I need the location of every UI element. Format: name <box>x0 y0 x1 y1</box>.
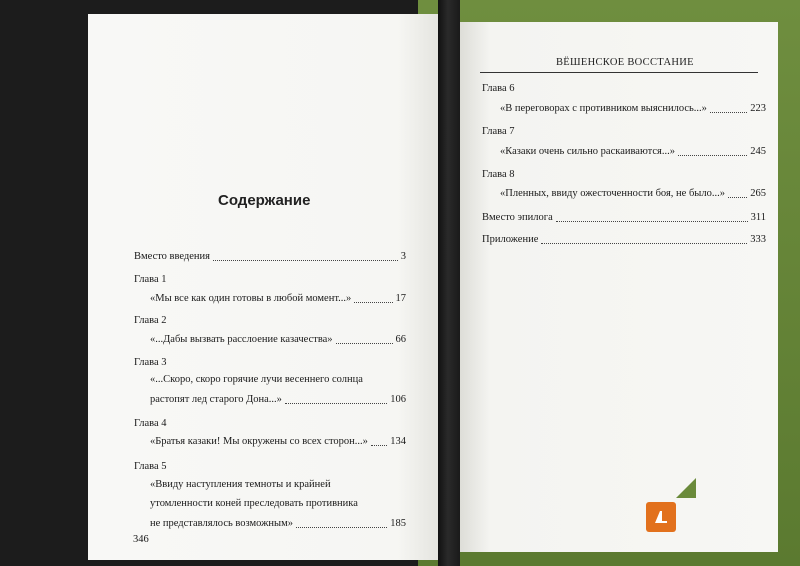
entry-page: 185 <box>390 518 406 529</box>
page-fold-corner <box>676 478 696 498</box>
entry-page: 3 <box>400 251 406 262</box>
chapter-label: Глава 5 <box>134 461 167 472</box>
toc-chapter <box>482 125 515 139</box>
toc-chapter <box>134 314 167 328</box>
toc-chapter <box>134 417 167 431</box>
chapter-label: Глава 3 <box>134 357 167 368</box>
labirint-logo-icon <box>646 502 676 532</box>
page-number: 346 <box>133 534 149 545</box>
entry-title: Приложение <box>482 234 539 245</box>
chapter-label: Глава 7 <box>482 126 515 137</box>
leader-dots <box>285 389 387 404</box>
entry-title: растопят лед старого Дона...» <box>150 394 282 405</box>
entry-page: 66 <box>395 334 406 345</box>
toc-chapter <box>134 273 167 287</box>
toc-entry <box>150 392 406 407</box>
entry-title: «...Дабы вызвать расслоение казачества» <box>150 334 333 345</box>
entry-title: Вместо эпилога <box>482 212 553 223</box>
toc-entry <box>482 232 766 247</box>
leader-dots <box>541 229 747 244</box>
toc-entry <box>500 101 766 116</box>
entry-title: Вместо введения <box>134 251 211 262</box>
entry-page: 311 <box>750 212 766 223</box>
toc-entry <box>500 144 766 159</box>
chapter-label: Глава 4 <box>134 418 167 429</box>
entry-page: 333 <box>750 234 766 245</box>
entry-page: 265 <box>750 188 766 199</box>
toc-entry <box>150 332 406 347</box>
toc-text-line <box>150 478 331 492</box>
entry-page: 17 <box>395 293 406 304</box>
chapter-label: Глава 6 <box>482 83 515 94</box>
chapter-label: Глава 1 <box>134 274 167 285</box>
toc-entry <box>150 516 406 531</box>
entry-title-line: утомленности коней преследовать противника <box>150 498 358 509</box>
entry-page: 223 <box>750 103 766 114</box>
entry-title: «Мы все как один готовы в любой момент...» <box>150 293 352 304</box>
leader-dots <box>336 329 393 344</box>
entry-page: 134 <box>390 436 406 447</box>
entry-title: «В переговорах с противником выяснилось...» <box>500 103 707 114</box>
leader-dots <box>728 183 747 198</box>
entry-title-line: «...Скоро, скоро горячие лучи весеннего солнца <box>150 374 363 385</box>
toc-entry <box>134 249 406 264</box>
entry-page: 245 <box>750 146 766 157</box>
leader-dots <box>710 98 747 113</box>
leader-dots <box>371 431 387 446</box>
toc-chapter <box>482 82 515 96</box>
toc-text-line <box>150 373 363 387</box>
leader-dots <box>556 207 748 222</box>
entry-title: «Казаки очень сильно раскаиваются...» <box>500 146 675 157</box>
leader-dots <box>678 141 747 156</box>
toc-entry <box>500 186 766 201</box>
toc-chapter <box>134 460 167 474</box>
toc-entry <box>482 210 766 225</box>
leader-dots <box>213 246 398 261</box>
toc-chapter <box>482 168 515 182</box>
toc-chapter <box>134 356 167 370</box>
chapter-label: Глава 8 <box>482 169 515 180</box>
entry-title: «Пленных, ввиду ожесточенности боя, не было...» <box>500 188 725 199</box>
logo-glyph <box>651 507 671 527</box>
leader-dots <box>296 513 387 528</box>
entry-title-line: «Ввиду наступления темноты и крайней <box>150 479 331 490</box>
leader-dots <box>354 288 392 303</box>
book-spine <box>438 0 460 566</box>
chapter-label: Глава 2 <box>134 315 167 326</box>
entry-page: 106 <box>390 394 406 405</box>
header-rule <box>480 72 758 73</box>
running-head: ВЁШЕНСКОЕ ВОССТАНИЕ <box>556 57 694 68</box>
toc-heading: Содержание <box>218 192 311 209</box>
toc-text-line <box>150 497 358 511</box>
toc-entry <box>150 291 406 306</box>
entry-title: «Братья казаки! Мы окружены со всех сторон...» <box>150 436 368 447</box>
entry-title: не представлялось возможным» <box>150 518 293 529</box>
toc-entry <box>150 434 406 449</box>
